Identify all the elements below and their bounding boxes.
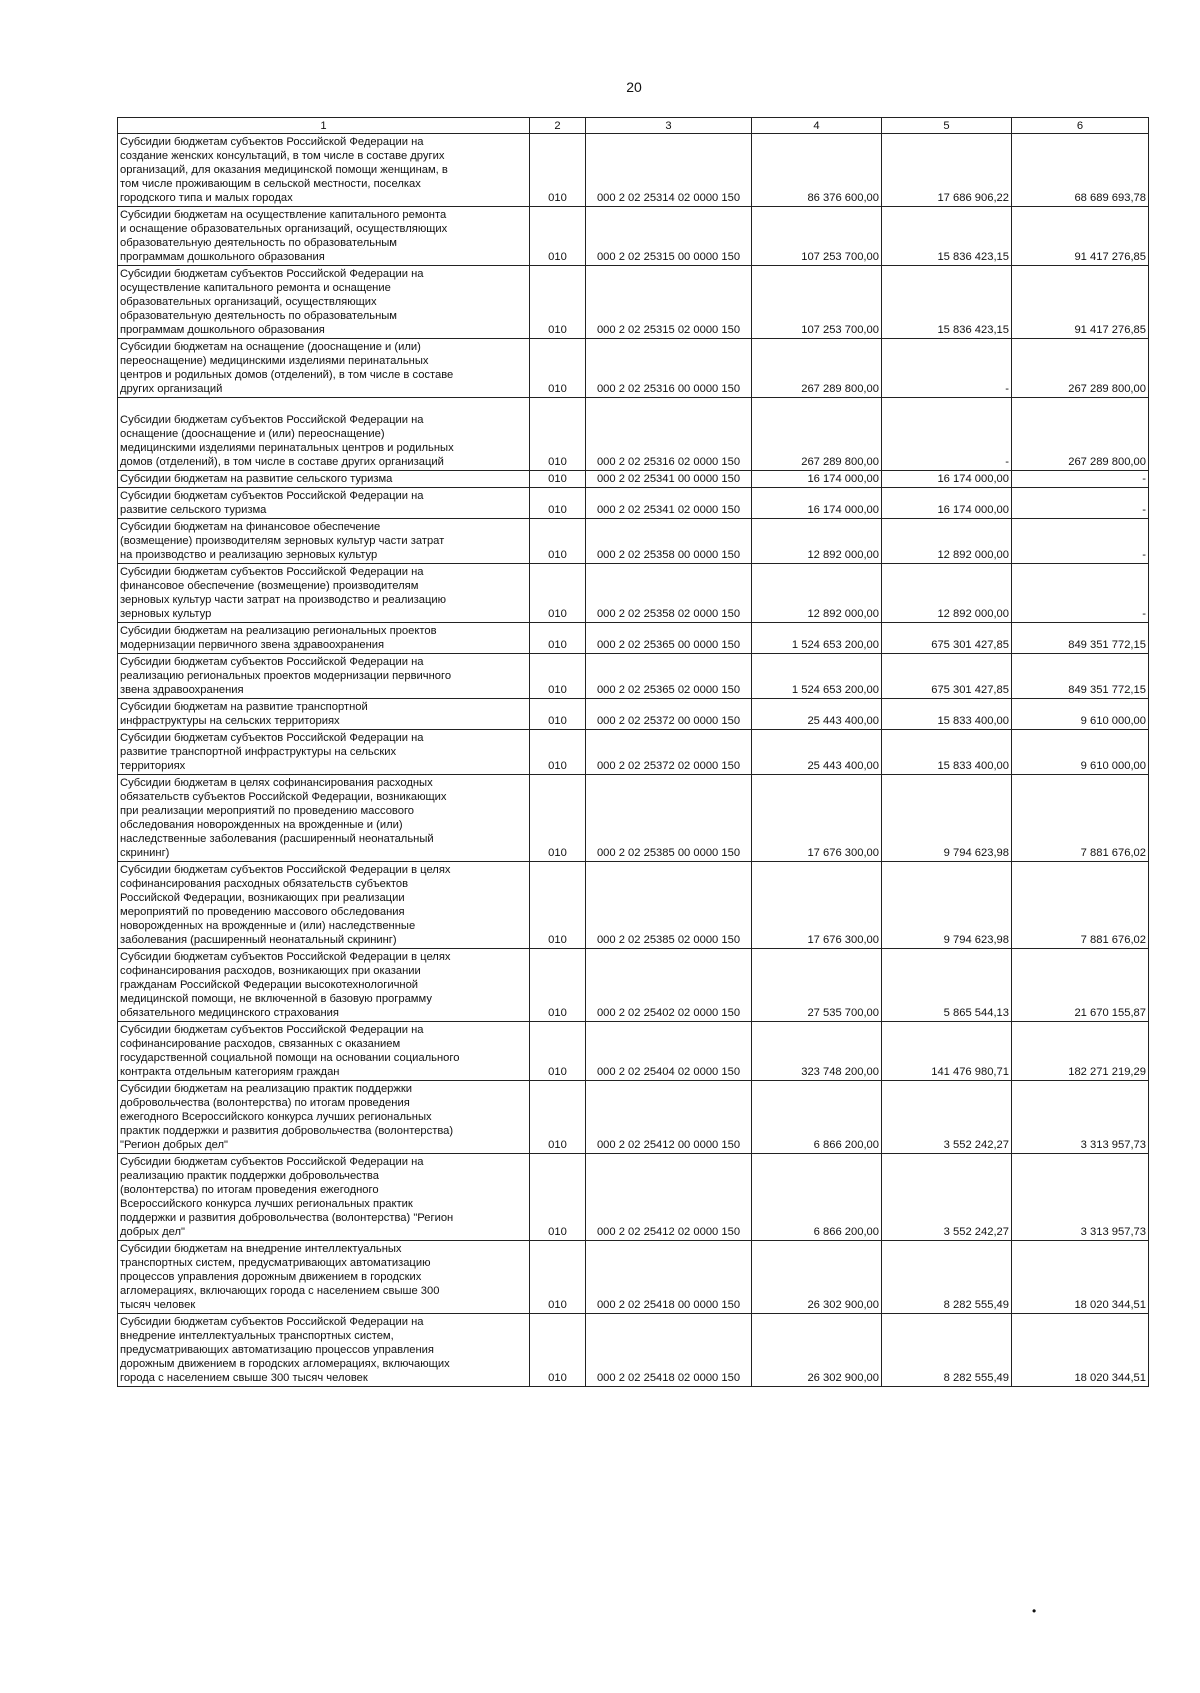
table-row [118, 1022, 1149, 1081]
row-col2: 010 [530, 519, 586, 564]
row-exec: 16 174 000,00 [882, 488, 1012, 519]
row-code: 000 2 02 25412 02 0000 150 [586, 1154, 752, 1241]
row-code: 000 2 02 25418 02 0000 150 [586, 1314, 752, 1387]
row-exec: 15 836 423,15 [882, 207, 1012, 266]
table-body [118, 134, 1149, 1387]
row-rest: - [1012, 488, 1149, 519]
row-col2: 010 [530, 699, 586, 730]
row-code: 000 2 02 25358 02 0000 150 [586, 564, 752, 623]
row-rest: 21 670 155,87 [1012, 949, 1149, 1022]
row-col2: 010 [530, 207, 586, 266]
table-row [118, 1314, 1149, 1387]
row-col2: 010 [530, 564, 586, 623]
header-col-4: 4 [752, 118, 882, 134]
row-name: Субсидии бюджетам субъектов Российской Федерации на развитие транспортной инфраструктуры на сельских территориях [118, 730, 530, 775]
row-name: Субсидии бюджетам субъектов Российской Федерации в целях софинансирования расходов, возникающих при оказании гражданам Российской Федерации высокотехнологичной медицинской помощи, не включенной в базовую программу обязательного медицинского страхования [118, 949, 530, 1022]
row-name: Субсидии бюджетам на оснащение (дооснащение и (или) переоснащение) медицинскими изделиями перинатальных центров и родильных домов (отделений), в том числе в составе других организаций [118, 339, 530, 398]
table-row [118, 654, 1149, 699]
row-name: Субсидии бюджетам на осуществление капитального ремонта и оснащение образовательных организаций, осуществляющих образовательную деятельность по образовательным программам дошкольного образования [118, 207, 530, 266]
row-plan: 26 302 900,00 [752, 1314, 882, 1387]
row-code: 000 2 02 25365 00 0000 150 [586, 623, 752, 654]
row-exec: 8 282 555,49 [882, 1241, 1012, 1314]
row-rest: 3 313 957,73 [1012, 1081, 1149, 1154]
row-name: Субсидии бюджетам субъектов Российской Федерации в целях софинансирования расходных обязательств субъектов Российской Федерации, возникающих при реализации мероприятий по проведению массового обследования новорожденных на врожденные и (или) наследственные заболевания (расширенный неонатальный скрининг) [118, 862, 530, 949]
row-plan: 27 535 700,00 [752, 949, 882, 1022]
row-rest: 182 271 219,29 [1012, 1022, 1149, 1081]
table-row [118, 730, 1149, 775]
row-plan: 86 376 600,00 [752, 134, 882, 207]
row-col2: 010 [530, 1241, 586, 1314]
row-plan: 323 748 200,00 [752, 1022, 882, 1081]
table-row [118, 519, 1149, 564]
row-code: 000 2 02 25404 02 0000 150 [586, 1022, 752, 1081]
row-plan: 267 289 800,00 [752, 398, 882, 471]
row-rest: - [1012, 519, 1149, 564]
row-col2: 010 [530, 266, 586, 339]
row-exec: - [882, 398, 1012, 471]
row-code: 000 2 02 25341 02 0000 150 [586, 488, 752, 519]
table-row [118, 339, 1149, 398]
header-col-6: 6 [1012, 118, 1149, 134]
row-rest: - [1012, 564, 1149, 623]
row-exec: 5 865 544,13 [882, 949, 1012, 1022]
table-row [118, 1241, 1149, 1314]
row-name: Субсидии бюджетам субъектов Российской Федерации на финансовое обеспечение (возмещение) производителям зерновых культур части затрат на производство и реализацию зерновых культур [118, 564, 530, 623]
row-col2: 010 [530, 134, 586, 207]
row-code: 000 2 02 25314 02 0000 150 [586, 134, 752, 207]
row-col2: 010 [530, 1022, 586, 1081]
row-col2: 010 [530, 654, 586, 699]
row-plan: 107 253 700,00 [752, 207, 882, 266]
row-code: 000 2 02 25385 02 0000 150 [586, 862, 752, 949]
row-name: Субсидии бюджетам в целях софинансирования расходных обязательств субъектов Российской Федерации, возникающих при реализации мероприятий по проведению массового обследования новорожденных на врожденные и (или) наследственные заболевания (расширенный неонатальный скрининг) [118, 775, 530, 862]
row-plan: 16 174 000,00 [752, 471, 882, 488]
header-col-2: 2 [530, 118, 586, 134]
row-code: 000 2 02 25402 02 0000 150 [586, 949, 752, 1022]
row-plan: 26 302 900,00 [752, 1241, 882, 1314]
row-name: Субсидии бюджетам субъектов Российской Федерации на оснащение (дооснащение и (или) переоснащение) медицинскими изделиями перинатальных центров и родильных домов (отделений), в том числе в составе других организаций [118, 398, 530, 471]
row-col2: 010 [530, 471, 586, 488]
budget-table [117, 117, 1149, 1387]
row-rest: - [1012, 471, 1149, 488]
row-exec: 675 301 427,85 [882, 623, 1012, 654]
row-rest: 267 289 800,00 [1012, 339, 1149, 398]
row-rest: 849 351 772,15 [1012, 623, 1149, 654]
row-exec: 12 892 000,00 [882, 564, 1012, 623]
row-exec: 9 794 623,98 [882, 775, 1012, 862]
table-row [118, 266, 1149, 339]
row-code: 000 2 02 25315 00 0000 150 [586, 207, 752, 266]
row-plan: 25 443 400,00 [752, 699, 882, 730]
row-col2: 010 [530, 949, 586, 1022]
row-code: 000 2 02 25341 00 0000 150 [586, 471, 752, 488]
row-name: Субсидии бюджетам субъектов Российской Федерации на внедрение интеллектуальных транспортных систем, предусматривающих автоматизацию процессов управления дорожным движением в городских агломерациях, включающих города с населением свыше 300 тысяч человек [118, 1314, 530, 1387]
row-name: Субсидии бюджетам субъектов Российской Федерации на создание женских консультаций, в том числе в составе других организаций, для оказания медицинской помощи женщинам, в том числе проживающим в сельской местности, поселках городского типа и малых городах [118, 134, 530, 207]
row-exec: 141 476 980,71 [882, 1022, 1012, 1081]
row-col2: 010 [530, 398, 586, 471]
row-plan: 17 676 300,00 [752, 775, 882, 862]
row-exec: 17 686 906,22 [882, 134, 1012, 207]
row-col2: 010 [530, 339, 586, 398]
row-col2: 010 [530, 862, 586, 949]
row-name: Субсидии бюджетам на развитие транспортной инфраструктуры на сельских территориях [118, 699, 530, 730]
row-name: Субсидии бюджетам субъектов Российской Федерации на реализацию практик поддержки добровольчества (волонтерства) по итогам проведения ежегодного Всероссийского конкурса лучших региональных практик поддержки и развития добровольчества (волонтерства) "Регион добрых дел" [118, 1154, 530, 1241]
row-code: 000 2 02 25358 00 0000 150 [586, 519, 752, 564]
table-row [118, 398, 1149, 471]
row-code: 000 2 02 25418 00 0000 150 [586, 1241, 752, 1314]
row-plan: 107 253 700,00 [752, 266, 882, 339]
row-rest: 267 289 800,00 [1012, 398, 1149, 471]
row-rest: 91 417 276,85 [1012, 266, 1149, 339]
row-rest: 91 417 276,85 [1012, 207, 1149, 266]
row-code: 000 2 02 25316 00 0000 150 [586, 339, 752, 398]
row-code: 000 2 02 25372 02 0000 150 [586, 730, 752, 775]
row-rest: 849 351 772,15 [1012, 654, 1149, 699]
table-row [118, 775, 1149, 862]
row-plan: 1 524 653 200,00 [752, 654, 882, 699]
row-plan: 16 174 000,00 [752, 488, 882, 519]
table-row [118, 488, 1149, 519]
row-name: Субсидии бюджетам субъектов Российской Федерации на осуществление капитального ремонта и оснащение образовательных организаций, осуществляющих образовательную деятельность по образовательным программам дошкольного образования [118, 266, 530, 339]
row-rest: 18 020 344,51 [1012, 1241, 1149, 1314]
row-plan: 267 289 800,00 [752, 339, 882, 398]
row-rest: 68 689 693,78 [1012, 134, 1149, 207]
row-col2: 010 [530, 488, 586, 519]
table-row [118, 862, 1149, 949]
row-rest: 3 313 957,73 [1012, 1154, 1149, 1241]
row-name: Субсидии бюджетам на реализацию региональных проектов модернизации первичного звена здравоохранения [118, 623, 530, 654]
row-rest: 7 881 676,02 [1012, 862, 1149, 949]
table-row [118, 207, 1149, 266]
page-number: 20 [626, 79, 642, 95]
table-row [118, 699, 1149, 730]
row-code: 000 2 02 25365 02 0000 150 [586, 654, 752, 699]
row-rest: 7 881 676,02 [1012, 775, 1149, 862]
row-exec: - [882, 339, 1012, 398]
row-exec: 675 301 427,85 [882, 654, 1012, 699]
header-col-3: 3 [586, 118, 752, 134]
row-plan: 12 892 000,00 [752, 564, 882, 623]
table-row [118, 134, 1149, 207]
table-row [118, 949, 1149, 1022]
row-exec: 3 552 242,27 [882, 1154, 1012, 1241]
row-col2: 010 [530, 1081, 586, 1154]
row-exec: 15 833 400,00 [882, 699, 1012, 730]
header-row [118, 118, 1149, 134]
row-code: 000 2 02 25372 00 0000 150 [586, 699, 752, 730]
row-code: 000 2 02 25385 00 0000 150 [586, 775, 752, 862]
row-name: Субсидии бюджетам на финансовое обеспечение (возмещение) производителям зерновых культур части затрат на производство и реализацию зерновых культур [118, 519, 530, 564]
row-code: 000 2 02 25412 00 0000 150 [586, 1081, 752, 1154]
table-row [118, 471, 1149, 488]
table-row [118, 623, 1149, 654]
row-code: 000 2 02 25315 02 0000 150 [586, 266, 752, 339]
row-rest: 18 020 344,51 [1012, 1314, 1149, 1387]
row-name: Субсидии бюджетам субъектов Российской Федерации на реализацию региональных проектов модернизации первичного звена здравоохранения [118, 654, 530, 699]
row-exec: 15 833 400,00 [882, 730, 1012, 775]
row-name: Субсидии бюджетам на развитие сельского туризма [118, 471, 530, 488]
row-name: Субсидии бюджетам на внедрение интеллектуальных транспортных систем, предусматривающих автоматизацию процессов управления дорожным движением в городских агломерациях, включающих города с населением свыше 300 тысяч человек [118, 1241, 530, 1314]
row-plan: 12 892 000,00 [752, 519, 882, 564]
row-col2: 010 [530, 1154, 586, 1241]
row-name: Субсидии бюджетам на реализацию практик поддержки добровольчества (волонтерства) по итогам проведения ежегодного Всероссийского конкурса лучших региональных практик поддержки и развития добровольчества (волонтерства) "Регион добрых дел" [118, 1081, 530, 1154]
row-plan: 1 524 653 200,00 [752, 623, 882, 654]
row-plan: 25 443 400,00 [752, 730, 882, 775]
row-plan: 17 676 300,00 [752, 862, 882, 949]
row-col2: 010 [530, 623, 586, 654]
footer-mark: • [1032, 1604, 1037, 1618]
row-exec: 3 552 242,27 [882, 1081, 1012, 1154]
header-col-1: 1 [118, 118, 530, 134]
row-code: 000 2 02 25316 02 0000 150 [586, 398, 752, 471]
row-exec: 12 892 000,00 [882, 519, 1012, 564]
row-exec: 16 174 000,00 [882, 471, 1012, 488]
row-name: Субсидии бюджетам субъектов Российской Федерации на развитие сельского туризма [118, 488, 530, 519]
row-exec: 15 836 423,15 [882, 266, 1012, 339]
header-col-5: 5 [882, 118, 1012, 134]
row-name: Субсидии бюджетам субъектов Российской Федерации на софинансирование расходов, связанных с оказанием государственной социальной помощи на основании социального контракта отдельным категориям граждан [118, 1022, 530, 1081]
row-plan: 6 866 200,00 [752, 1081, 882, 1154]
table-row [118, 1154, 1149, 1241]
table-row [118, 564, 1149, 623]
row-rest: 9 610 000,00 [1012, 699, 1149, 730]
row-plan: 6 866 200,00 [752, 1154, 882, 1241]
row-col2: 010 [530, 730, 586, 775]
row-col2: 010 [530, 775, 586, 862]
row-col2: 010 [530, 1314, 586, 1387]
row-rest: 9 610 000,00 [1012, 730, 1149, 775]
row-exec: 9 794 623,98 [882, 862, 1012, 949]
table-row [118, 1081, 1149, 1154]
row-exec: 8 282 555,49 [882, 1314, 1012, 1387]
